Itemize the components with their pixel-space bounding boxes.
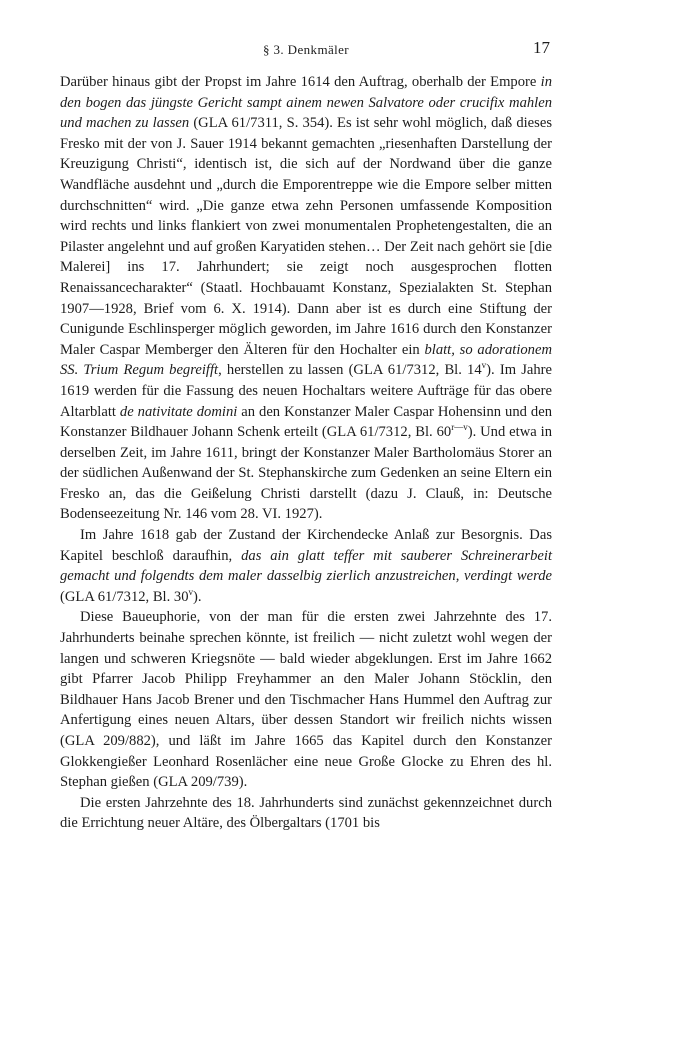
- book-page: [60, 38, 552, 834]
- text-run: (GLA 61/7311, S. 354). Es ist sehr wohl möglich, daß dieses Fresko mit der von J. Sauer 1914 bekannt gemachten „riesenhaften Darstellung der Kreuzigung Christi“, identisch ist, die sich auf der Nordwand über die ganze Wandfläche ausdehnt und „durch die Emporentreppe wie die Empore selber mitten durchschnitten“ wird. „Die ganze etwa zehn Personen umfassende Komposition wird rechts und links flankiert von zwei monumentalen Prophetengestalten, die an Pilaster angelehnt und auf großen Karyatiden stehen… Der Zeit nach gehört sie [die Malerei] ins 17. Jahrhundert; sie zeigt noch ausgesprochen flotten Renaissancecharakter“ (Staatl. Hochbauamt Konstanz, Spezialakten St. Stephan 1907—1928, Brief vom 6. X. 1914). Dann aber ist es durch eine Stiftung der Cunigunde Eschlinsperger möglich geworden, im Jahre 1616 durch den Konstanzer Maler Caspar Memberger den Älteren für den Hochalter ein: [60, 115, 552, 358]
- text-run: Im Jahre 1618 gab der Zustand der Kirchendecke Anlaß zur Besorgnis. Das Kapitel beschloß daraufhin,: [60, 527, 552, 564]
- quoted-source-text: de nativitate domini: [119, 403, 238, 420]
- quoted-source-text: in den bogen das jüngste Gericht sampt ainem newen Salvatore oder crucifix mahlen und machen zu lassen: [60, 74, 552, 132]
- text-run: ). Und etwa in derselben Zeit, im Jahre 1611, bringt der Konstanzer Maler Bartholomäus Storer an der südlichen Außenwand der St. Stephanskirche zum Gedenken an seine Eltern ein Fresko an, das die Geißelung Christi darstellt (dazu J. Clauß, in: Deutsche Bodenseezeitung Nr. 146 vom 28. VI. 1927).: [60, 424, 552, 523]
- text-run: , herstellen zu lassen (GLA 61/7312, Bl. 14: [218, 362, 482, 379]
- text-run: Darüber hinaus gibt der Propst im Jahre 1614 den Auftrag, oberhalb der Empore: [60, 74, 541, 90]
- folio-superscript: r—v: [451, 422, 468, 433]
- text-run: Die ersten Jahrzehnte des 18. Jahrhunderts sind zunächst gekennzeichnet durch die Errichtung neuer Altäre, des Ölbergaltars (1701 bis: [60, 794, 552, 832]
- page-number: 17: [533, 38, 550, 57]
- body-text: [60, 72, 552, 834]
- quoted-source-text: blatt, so adorationem SS. Trium Regum begreifft: [60, 341, 552, 379]
- text-run: an den Konstanzer Maler Caspar Hohensinn und den Konstanzer Bildhauer Johann Schenk erteilt (GLA 61/7312, Bl. 60: [60, 403, 552, 441]
- quoted-source-text: das ain glatt teffer mit sauberer Schreinerarbeit gemacht und folgendts dem maler dasselbig zierlich anzustreichen, verdingt werde: [60, 547, 552, 585]
- paragraph: [60, 72, 552, 525]
- text-run: ). Im Jahre 1619 werden für die Fassung des neuen Hochaltars weitere Aufträge für das obere Altarblatt: [60, 362, 553, 420]
- text-run: (GLA 61/7312, Bl. 30: [60, 588, 189, 605]
- paragraph: [60, 525, 552, 607]
- paragraph: [60, 793, 552, 834]
- text-run: Diese Baueuphorie, von der man für die ersten zwei Jahrzehnte des 17. Jahrhunderts beinahe sprechen könnte, ist freilich — nicht zuletzt wohl wegen der langen und schweren Kriegsnöte — bald wieder abgeklungen. Erst im Jahre 1662 gibt Pfarrer Jacob Philipp Freyhammer an den Maler Johann Stöcklin, den Bildhauer Hans Jacob Brener und den Tischmacher Hans Hummel den Auftrag zur Anfertigung eines neuen Altars, über dessen Standort wir freilich nichts wissen (GLA 209/882), und läßt im Jahre 1665 das Kapitel durch den Konstanzer Glokkengießer Leonhard Rosenlächer eine neue Große Glocke zu Ehren des hl. Stephan gießen (GLA 209/739).: [60, 609, 552, 791]
- folio-superscript: v: [481, 360, 487, 371]
- running-head: [60, 38, 552, 62]
- running-title: § 3. Denkmäler: [262, 42, 350, 57]
- folio-superscript: v: [188, 586, 194, 597]
- text-run: ).: [193, 588, 202, 605]
- paragraph: [60, 607, 552, 792]
